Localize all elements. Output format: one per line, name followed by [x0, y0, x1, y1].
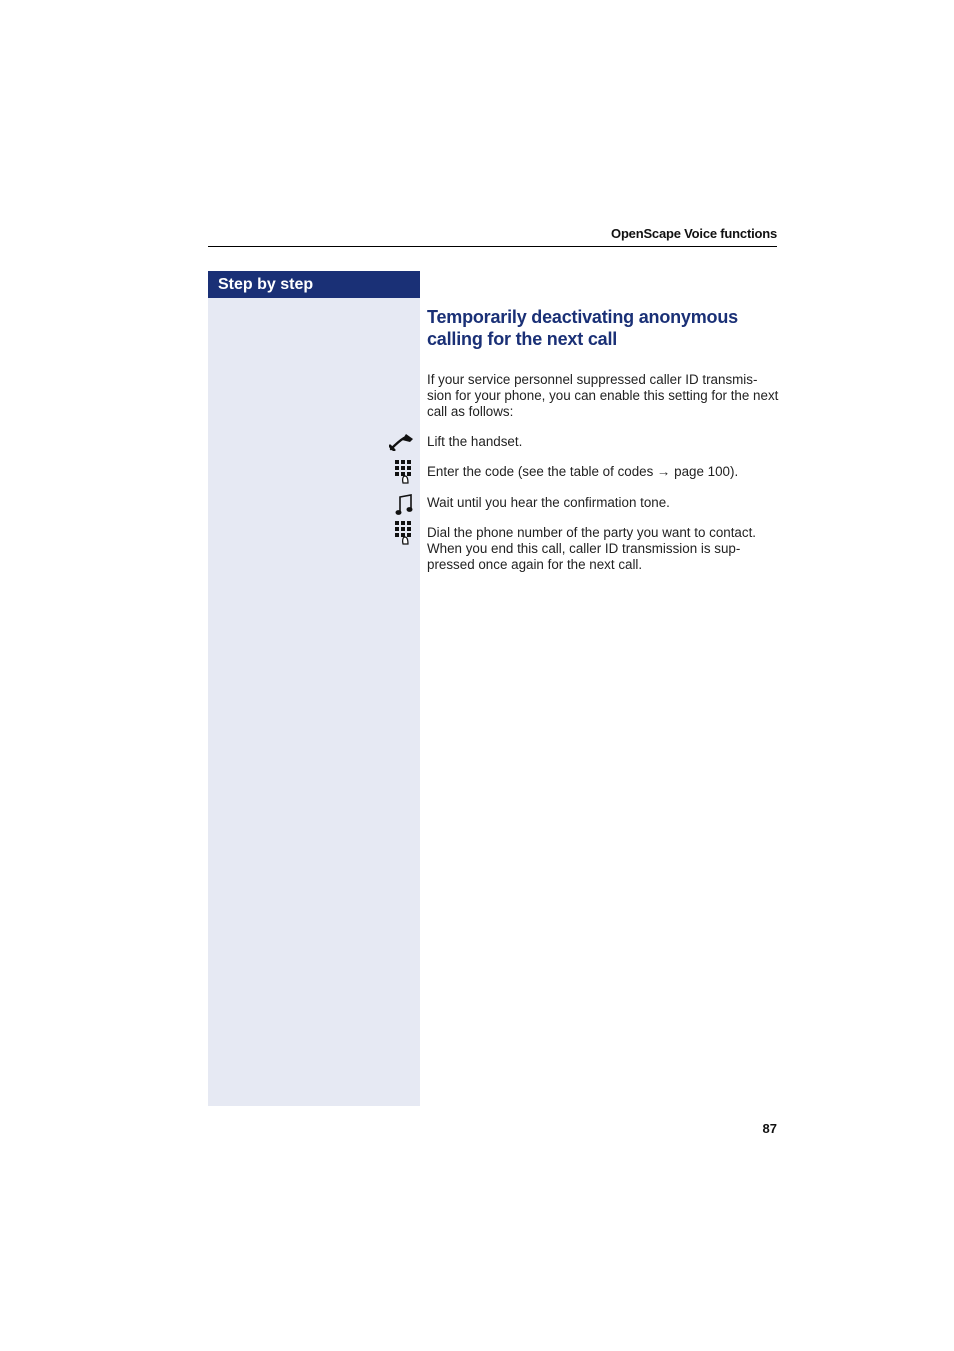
section-title: Temporarily deactivating anonymous calling for the next call	[427, 307, 738, 349]
handset-lift-icon	[389, 433, 415, 451]
step-by-step-panel	[208, 271, 420, 1106]
step-enter-code-text: Enter the code (see the table of codes	[427, 464, 658, 479]
page-number: 87	[762, 1121, 777, 1136]
arrow-icon: →	[657, 464, 671, 479]
step-by-step-tab: Step by step	[208, 271, 420, 298]
step-lift-handset: Lift the handset.	[427, 434, 523, 449]
step-wait-tone: Wait until you hear the confirmation tone.	[427, 495, 670, 510]
keypad-icon	[394, 520, 414, 546]
step-enter-code	[427, 464, 779, 480]
music-note-icon	[395, 494, 413, 516]
keypad-icon	[394, 459, 414, 485]
step-dial-number: Dial the phone number of the party you want to contact. When you end this call, caller ID transmission is sup-pressed once again for the next call.	[427, 525, 757, 572]
running-header: OpenScape Voice functions	[611, 226, 777, 241]
intro-paragraph: If your service personnel suppressed caller ID transmis-sion for your phone, you can enable this setting for the next call as follows:	[427, 372, 779, 419]
page-reference-link[interactable]: page 100).	[670, 464, 739, 479]
header-rule	[208, 246, 777, 247]
